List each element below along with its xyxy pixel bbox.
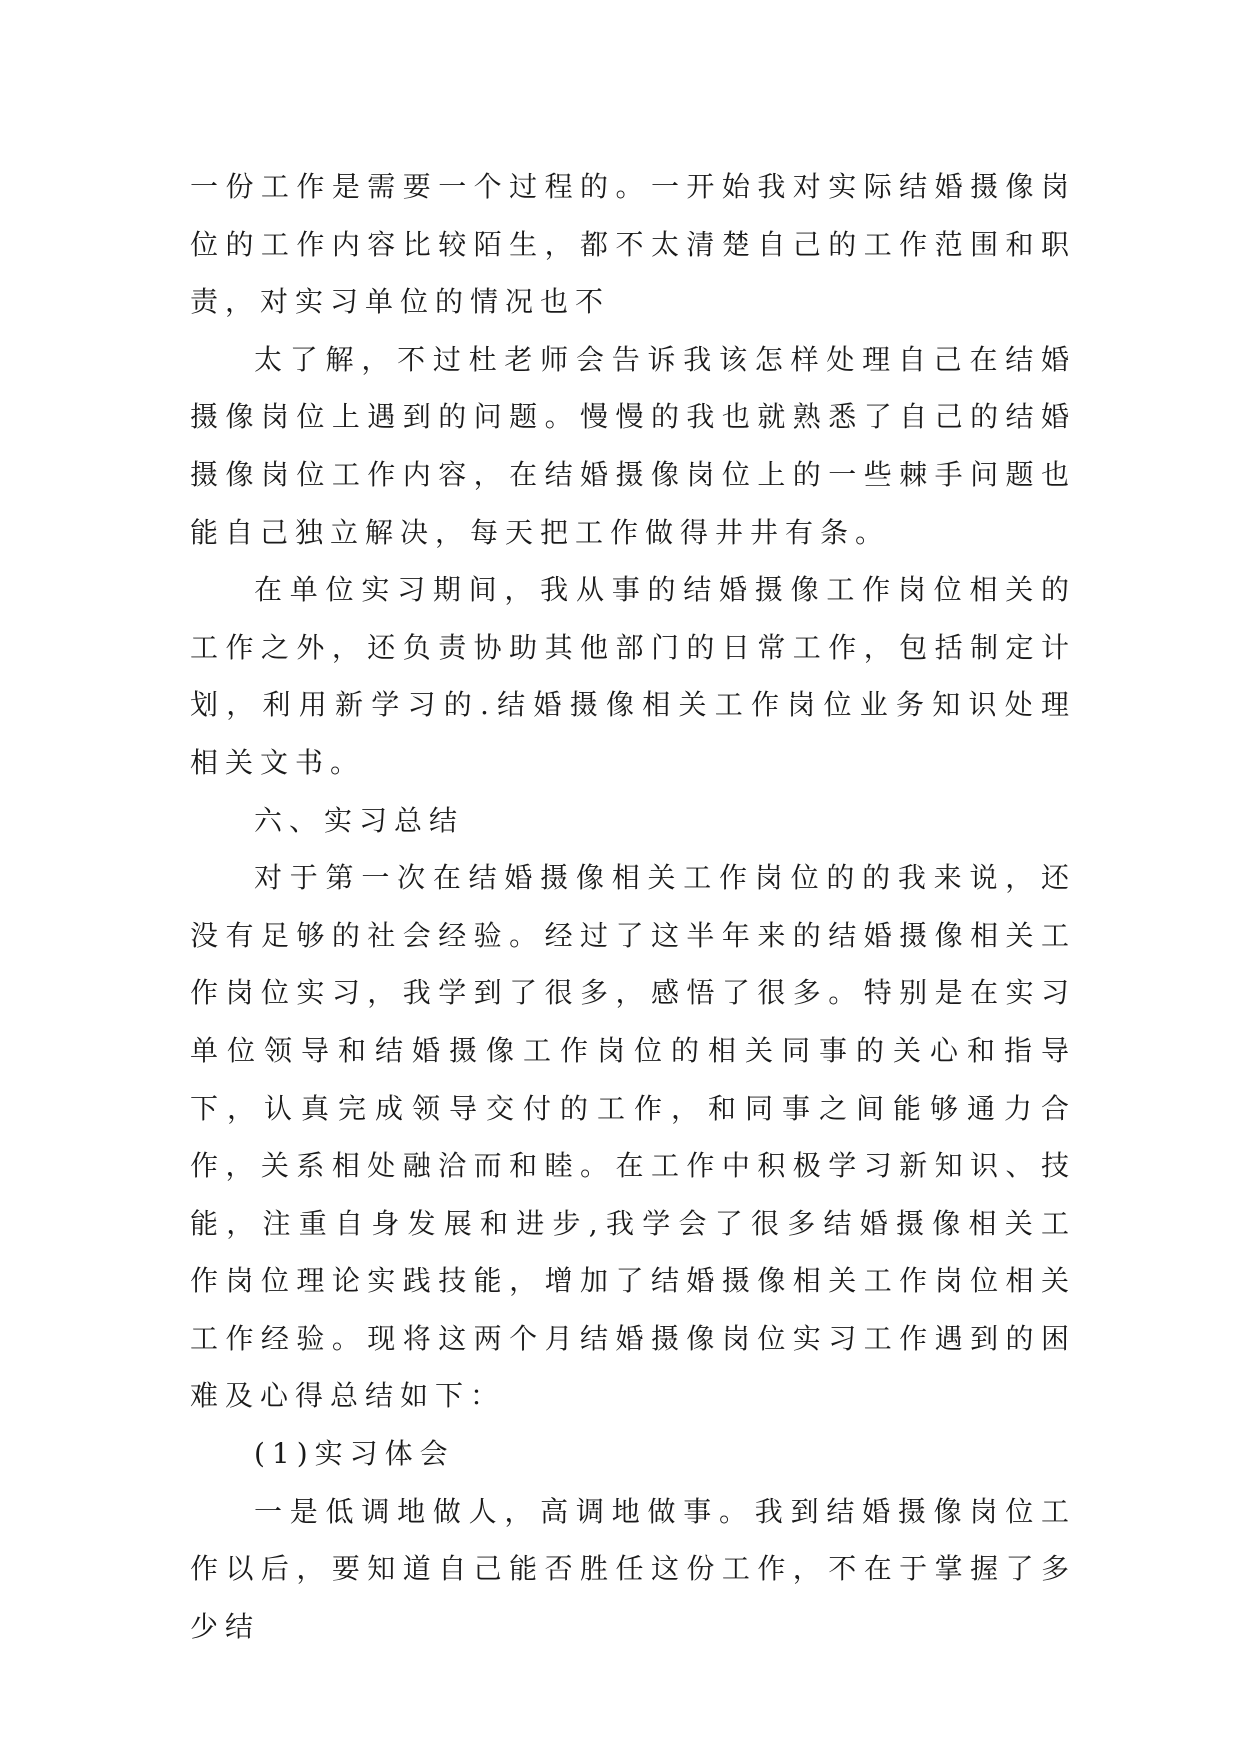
section-heading-summary: 六、实习总结 bbox=[254, 803, 465, 837]
paragraph-continuation: 一份工作是需要一个过程的。一开始我对实际结婚摄像岗位的工作内容比较陌生，都不太清楚自己的工作范围和职责，对实习单位的情况也不 bbox=[190, 170, 1076, 319]
paragraph-supervisor-guidance: 太了解，不过杜老师会告诉我该怎样处理自己在结婚摄像岗位上遇到的问题。慢慢的我也就熟悉了自己的结婚摄像岗位工作内容，在结婚摄像岗位上的一些棘手问题也能自己独立解决，每天把工作做得井井有条。 bbox=[190, 342, 1076, 549]
paragraph-duties: 在单位实习期间，我从事的结婚摄像工作岗位相关的工作之外，还负责协助其他部门的日常工作，包括制定计划，利用新学习的.结婚摄像相关工作岗位业务知识处理相关文书。 bbox=[190, 573, 1076, 779]
paragraph-experience-point-one: 一是低调地做人，高调地做事。我到结婚摄像岗位工作以后，要知道自己能否胜任这份工作，不在于掌握了多少结 bbox=[190, 1494, 1076, 1643]
subsection-heading-experience: (1)实习体会 bbox=[254, 1437, 455, 1471]
paragraph-summary: 对于第一次在结婚摄像相关工作岗位的的我来说，还没有足够的社会经验。经过了这半年来的结婚摄像相关工作岗位实习，我学到了很多，感悟了很多。特别是在实习单位领导和结婚摄像工作岗位的相关同事的关心和指导下，认真完成领导交付的工作，和同事之间能够通力合作，关系相处融洽而和睦。在工作中积极学习新知识、技能，注重自身发展和进步,我学会了很多结婚摄像相关工作岗位理论实践技能，增加了结婚摄像相关工作岗位相关工作经验。现将这两个月结婚摄像岗位实习工作遇到的困难及心得总结如下： bbox=[190, 861, 1076, 1413]
document-body bbox=[190, 158, 1076, 1655]
